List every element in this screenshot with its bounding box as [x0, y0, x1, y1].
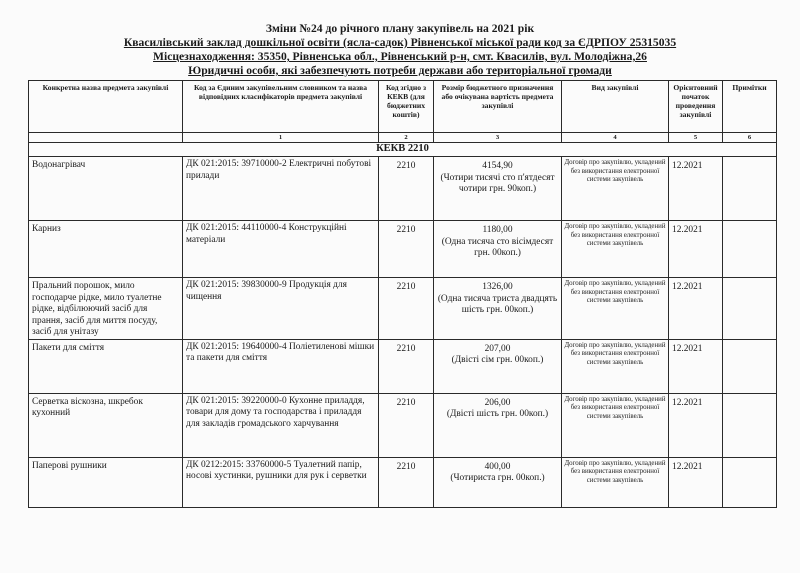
amount-words: (Одна тисяча триста двадцять шість грн. 00коп.)	[437, 293, 558, 315]
item-code-cell: ДК 021:2015: 39710000-2 Електричні побутові прилади	[183, 157, 379, 221]
document-title: Зміни №24 до річного плану закупівель на 2021 рік	[265, 22, 535, 35]
procedure-cell: Договір про закупівлю, укладений без використання електронної системи закупівель	[562, 393, 669, 457]
amount-value: 400,00	[484, 461, 511, 472]
section-row	[29, 143, 777, 157]
amount-words: (Чотириста грн. 00коп.)	[450, 473, 545, 483]
item-code-cell: ДК 021:2015: 39830000-9 Продукція для чищення	[183, 278, 379, 340]
col-header-procedure: Вид закупівлі	[562, 81, 669, 133]
column-number-cell: 3	[434, 133, 562, 143]
amount-value: 4154,90	[482, 161, 513, 171]
amount-cell	[434, 457, 562, 507]
amount-value: 207,00	[484, 343, 511, 354]
kekv-cell: 2210	[379, 457, 434, 507]
procedure-cell: Договір про закупівлю, укладений без використання електронної системи закупівель	[562, 278, 669, 340]
amount-cell	[434, 221, 562, 278]
procedure-cell: Договір про закупівлю, укладений без використання електронної системи закупівель	[562, 457, 669, 507]
notes-cell	[723, 221, 777, 278]
col-header-notes: Примітки	[723, 81, 777, 133]
col-header-code: Код за Єдиним закупівельним словником та назва відповідних класифікаторів предмета закупівлі	[183, 81, 379, 133]
procedure-cell: Договір про закупівлю, укладений без використання електронної системи закупівель	[562, 157, 669, 221]
table-row	[29, 393, 777, 457]
column-number-cell: 6	[723, 133, 777, 143]
start-date-cell: 12.2021	[669, 393, 723, 457]
item-name-cell: Серветка віскозна, шкребок кухонний	[29, 393, 183, 457]
item-name-cell: Паперові рушники	[29, 457, 183, 507]
notes-cell	[723, 278, 777, 340]
start-date-cell: 12.2021	[669, 457, 723, 507]
table-row	[29, 221, 777, 278]
procedure-cell: Договір про закупівлю, укладений без використання електронної системи закупівель	[562, 221, 669, 278]
amount-value: 206,00	[484, 397, 511, 408]
column-header-row	[29, 81, 777, 133]
table-row	[29, 278, 777, 340]
notes-cell	[723, 393, 777, 457]
start-date-cell: 12.2021	[669, 221, 723, 278]
column-number-cell: 2	[379, 133, 434, 143]
amount-cell	[434, 393, 562, 457]
column-number-cell: 1	[183, 133, 379, 143]
column-number-cell: 4	[562, 133, 669, 143]
section-label: КЕКВ 2210	[29, 143, 777, 157]
column-number-cell	[29, 133, 183, 143]
procedure-cell: Договір про закупівлю, укладений без використання електронної системи закупівель	[562, 339, 669, 393]
notes-cell	[723, 157, 777, 221]
legal-entities-line: Юридичні особи, які забезпечують потреби держави або територіальної громади	[188, 64, 612, 77]
col-header-start-date: Орієнтовний початок проведення закупівлі	[669, 81, 723, 133]
kekv-cell: 2210	[379, 393, 434, 457]
kekv-cell: 2210	[379, 339, 434, 393]
column-number-cell: 5	[669, 133, 723, 143]
organization-line: Квасилівський заклад дошкільної освіти (ясла-садок) Рівненської міської ради код за ЄДРПОУ 25315035	[123, 36, 677, 49]
amount-words: (Одна тисяча сто вісімдесят грн. 00коп.)	[441, 236, 554, 258]
kekv-cell: 2210	[379, 157, 434, 221]
item-code-cell: ДК 021:2015: 19640000-4 Поліетиленові мішки та пакети для сміття	[183, 339, 379, 393]
item-code-cell: ДК 021:2015: 39220000-0 Кухонне приладдя, товари для дому та господарства і приладдя для закладів громадського харчування	[183, 393, 379, 457]
amount-cell	[434, 339, 562, 393]
col-header-item-name: Конкретна назва предмета закупівлі	[29, 81, 183, 133]
address-line: Місцезнаходження: 35350, Рівненська обл., Рівненський р-н, смт. Квасилів, вул. Молодіжна,26	[153, 50, 647, 63]
column-number-row	[29, 133, 777, 143]
table-row	[29, 457, 777, 507]
item-name-cell: Пральний порошок, мило господарче рідке, мило туалетне рідке, відбілюючий засіб для прання, засіб для миття посуду, засіб для унітазу	[29, 278, 183, 340]
start-date-cell: 12.2021	[669, 339, 723, 393]
notes-cell	[723, 339, 777, 393]
kekv-cell: 2210	[379, 278, 434, 340]
start-date-cell: 12.2021	[669, 278, 723, 340]
table-row	[29, 157, 777, 221]
item-name-cell: Водонагрівач	[29, 157, 183, 221]
amount-words: (Двісті шість грн. 00коп.)	[446, 409, 549, 419]
amount-words: (Двісті сім грн. 00коп.)	[451, 355, 544, 365]
item-code-cell: ДК 021:2015: 44110000-4 Конструкційні матеріали	[183, 221, 379, 278]
amount-value: 1326,00	[482, 282, 513, 292]
amount-cell	[434, 278, 562, 340]
amount-cell	[434, 157, 562, 221]
amount-value: 1180,00	[482, 225, 513, 235]
procurement-table	[28, 80, 777, 508]
kekv-cell: 2210	[379, 221, 434, 278]
item-name-cell: Карниз	[29, 221, 183, 278]
item-code-cell: ДК 0212:2015: 33760000-5 Туалетний папір, носові хустинки, рушники для рук і серветки	[183, 457, 379, 507]
table-row	[29, 339, 777, 393]
item-name-cell: Пакети для сміття	[29, 339, 183, 393]
amount-words: (Чотири тисячі сто п'ятдесят чотири грн. 90коп.)	[440, 172, 555, 194]
notes-cell	[723, 457, 777, 507]
start-date-cell: 12.2021	[669, 157, 723, 221]
col-header-kekv: Код згідно з КЕКВ (для бюджетних коштів)	[379, 81, 434, 133]
col-header-amount: Розмір бюджетного призначення або очікувана вартість предмета закупівлі	[434, 81, 562, 133]
